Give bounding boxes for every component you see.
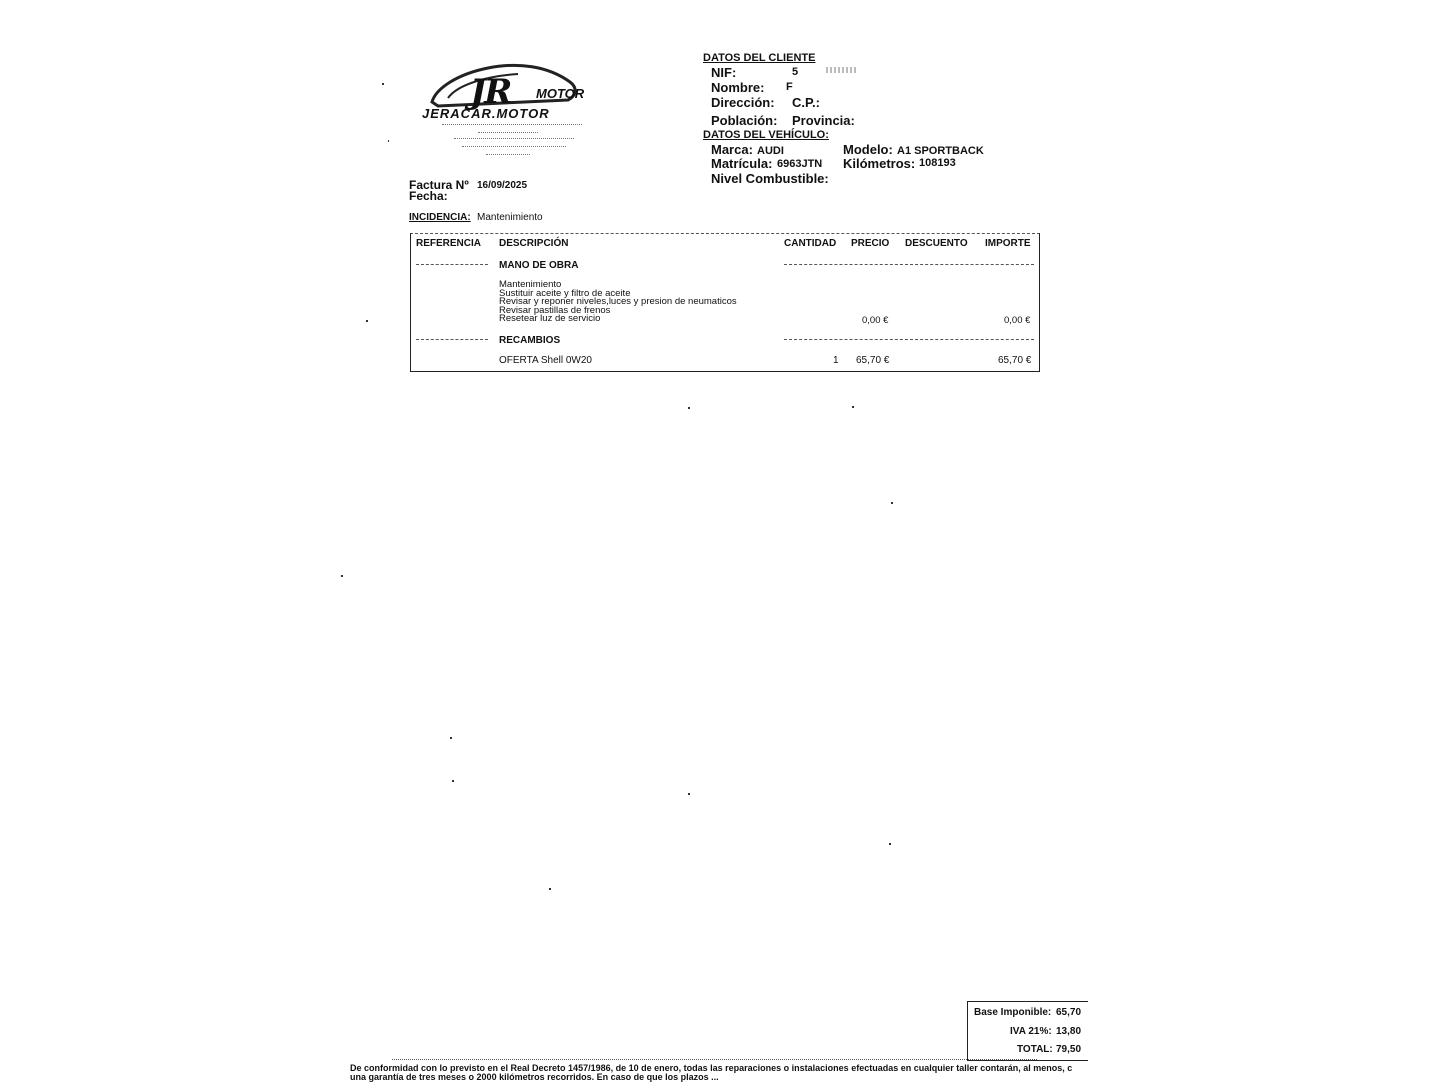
labor-lines: [499, 281, 737, 324]
nombre-label: Nombre:: [711, 80, 765, 95]
modelo-value: A1 SPORTBACK: [897, 145, 984, 157]
factura-value: 16/09/2025: [477, 180, 528, 191]
client-heading: DATOS DEL CLIENTE: [703, 52, 816, 64]
total-label: TOTAL:: [1017, 1044, 1053, 1055]
nif-label: NIF:: [711, 65, 737, 80]
modelo-label: Modelo:: [843, 142, 893, 157]
labor-line: Sustituir aceite y filtro de aceite: [499, 287, 631, 299]
combustible-label: Nivel Combustible:: [711, 171, 829, 186]
header-descripcion: DESCRIPCIÓN: [499, 238, 569, 249]
km-label: Kilómetros:: [843, 156, 916, 171]
header-descuento: DESCUENTO: [905, 238, 968, 249]
header-precio: PRECIO: [851, 238, 890, 249]
labor-importe: 0,00 €: [1004, 315, 1031, 326]
company-logo: [418, 58, 596, 168]
total-value: 79,50: [1056, 1044, 1082, 1055]
labor-line: Revisar pastillas de frenos: [499, 304, 611, 316]
fecha-label: Fecha:: [409, 189, 448, 203]
section-parts: RECAMBIOS: [499, 335, 561, 346]
invoice-table: [410, 233, 1040, 372]
incidencia-value: Mantenimiento: [477, 212, 543, 223]
matricula-value: 6963JTN: [777, 158, 823, 170]
header-referencia: REFERENCIA: [416, 238, 482, 249]
footer-line: una garantía de tres meses o 2000 kilómetros recorridos. En caso de que los plazos ...: [350, 1072, 719, 1082]
provincia-label: Provincia:: [792, 113, 855, 128]
logo-tag: MOTOR: [536, 86, 585, 101]
header-cantidad: CANTIDAD: [784, 238, 837, 249]
labor-line: Revisar y reponer niveles,luces y presion de neumaticos: [499, 296, 737, 307]
redacted-nif: [826, 67, 856, 73]
factura-label: Factura Nº: [409, 178, 469, 192]
part-importe: 65,70 €: [998, 355, 1032, 366]
logo-mark: JR: [470, 72, 511, 112]
legal-footer: [350, 1064, 1440, 1082]
nif-value: 5: [792, 66, 799, 78]
poblacion-label: Población:: [711, 113, 778, 128]
labor-line: Mantenimiento: [499, 279, 562, 290]
section-labor: MANO DE OBRA: [499, 260, 579, 271]
nombre-value: F: [786, 81, 793, 93]
totals-box: [967, 1001, 1088, 1061]
part-cantidad: 1: [833, 355, 839, 366]
company-name: JERACAR.MOTOR: [422, 106, 550, 121]
marca-label: Marca:: [711, 142, 753, 157]
base-value: 65,70: [1056, 1007, 1082, 1018]
vehicle-heading: DATOS DEL VEHÍCULO:: [703, 129, 829, 141]
base-label: Base Imponible:: [974, 1007, 1052, 1018]
part-precio: 65,70 €: [856, 355, 890, 366]
part-desc: OFERTA Shell 0W20: [499, 355, 592, 366]
iva-label: IVA 21%:: [1010, 1026, 1052, 1037]
header-importe: IMPORTE: [985, 238, 1031, 249]
incidencia-label: INCIDENCIA:: [409, 212, 471, 223]
km-value: 108193: [919, 157, 956, 169]
labor-precio: 0,00 €: [862, 315, 889, 326]
iva-value: 13,80: [1056, 1026, 1082, 1037]
cp-label: C.P.:: [792, 95, 820, 110]
footer-line: De conformidad con lo previsto en el Real Decreto 1457/1986, de 10 de enero, todas las reparaciones o instalaciones efectuadas en cualquier taller contarán, al menos, c: [350, 1064, 1073, 1073]
marca-value: AUDI: [757, 145, 784, 157]
direccion-label: Dirección:: [711, 95, 775, 110]
matricula-label: Matrícula:: [711, 156, 773, 171]
labor-line: Resetear luz de servicio: [499, 313, 601, 324]
